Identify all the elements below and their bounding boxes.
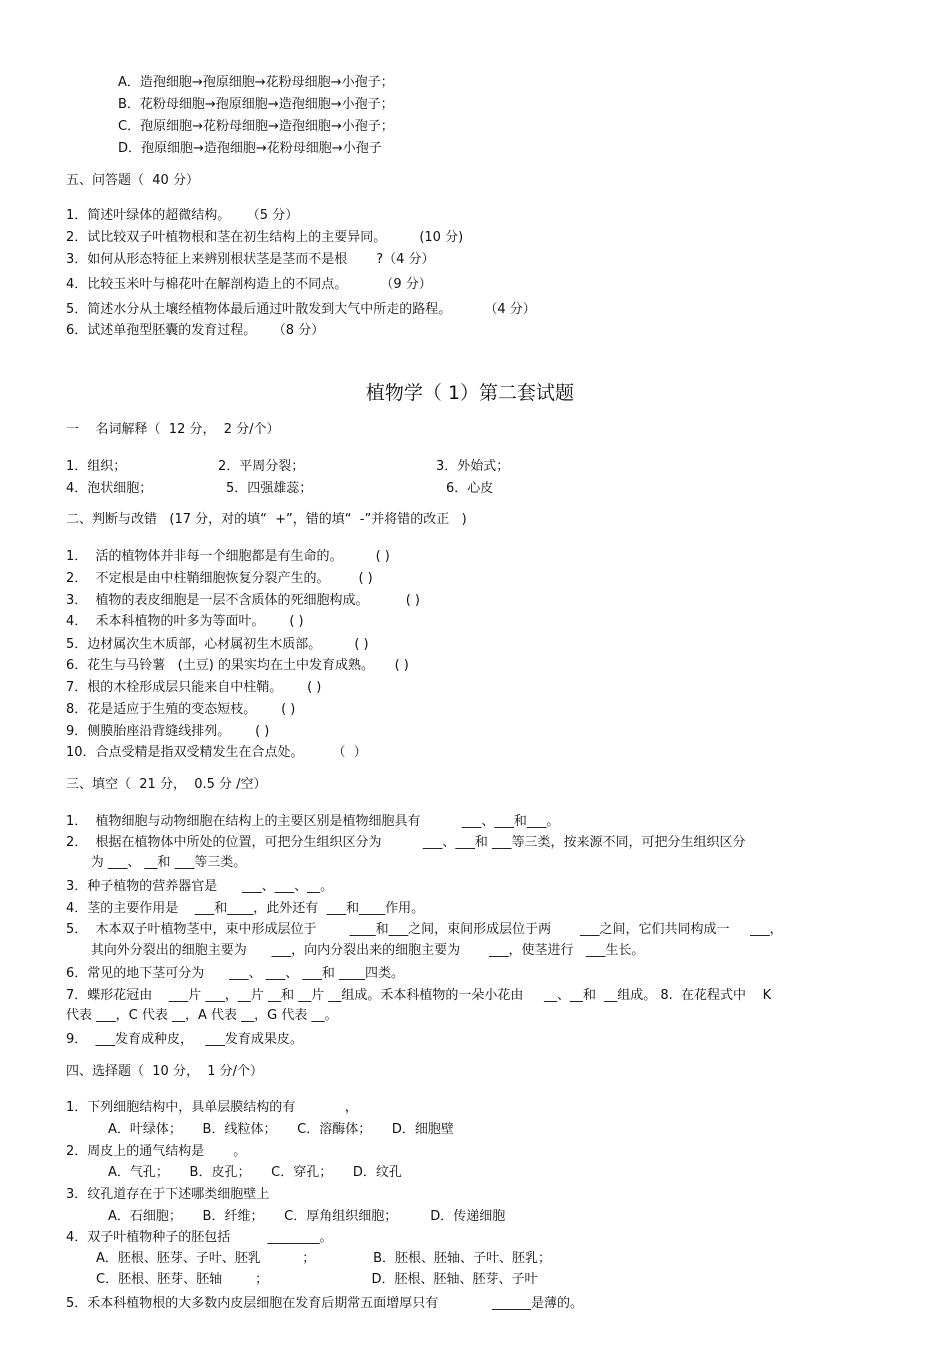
term-item: 2．平周分裂； [218,459,305,474]
option-a: A．造孢细胞→孢原细胞→花粉母细胞→小孢子； [118,75,394,90]
judgment-item: 2． 不定根是由中柱鞘细胞恢复分裂产生的。 ( ) [66,571,373,586]
term-item: 1．组织； [66,459,127,474]
choice-question: 4．双子叶植物种子的胚包括 ________。 [66,1230,333,1245]
fill-item: 4．茎的主要作用是 ___和____，此外还有 ___和____作用。 [66,901,425,916]
choice-question: 2．周皮上的通气结构是 。 [66,1144,247,1159]
fill-item: 9． ___发育成种皮， ___发育成果皮。 [66,1032,303,1047]
section-header-choice: 四、选择题（ 10 分， 1 分/个） [66,1064,263,1079]
judgment-item: 3． 植物的表皮细胞是一层不含质体的死细胞构成。 ( ) [66,593,421,608]
choice-options: C．胚根、胚芽、胚轴 ； D．胚根、胚轴、胚芽、子叶 [96,1272,538,1287]
qa-item: 4．比较玉米叶与棉花叶在解剖构造上的不同点。 （9 分） [66,277,432,292]
judgment-item: 5．边材属次生木质部，心材属初生木质部。 ( ) [66,637,369,652]
qa-item: 6．试述单孢型胚囊的发育过程。 （8 分） [66,323,325,338]
choice-options: A．叶绿体； B．线粒体； C．溶酶体； D．细胞壁 [108,1122,454,1137]
fill-item: 3．种子植物的营养器官是 ___、___、__。 [66,879,334,894]
term-item: 3．外始式； [436,459,510,474]
judgment-item: 6．花生与马铃薯 (土豆) 的果实均在土中发育成熟。 ( ) [66,658,409,673]
term-item: 4．泡状细胞； [66,481,153,496]
term-item: 6．心皮 [446,481,494,496]
option-d: D．孢原细胞→造孢细胞→花粉母细胞→小孢子 [118,141,382,156]
option-c: C．孢原细胞→花粉母细胞→造孢细胞→小孢子； [118,119,394,134]
option-b: B．花粉母细胞→孢原细胞→造孢细胞→小孢子； [118,97,394,112]
fill-item: 其向外分裂出的细胞主要为 ___，向内分裂出来的细胞主要为 ___，使茎进行 ___生长。 [66,943,645,958]
term-item: 5．四强雄蕊； [226,481,313,496]
fill-item: 为 ___、 __和 ___等三类。 [66,855,247,870]
choice-options: A．气孔； B．皮孔； C．穿孔； D．纹孔 [108,1165,402,1180]
fill-item: 代表 ___，C 代表 __，A 代表 __，G 代表 __。 [66,1008,338,1023]
choice-question: 3．纹孔道存在于下述哪类细胞壁上 [66,1187,270,1202]
judgment-item: 7．根的木栓形成层只能来自中柱鞘。 ( ) [66,680,322,695]
judgment-item: 8．花是适应于生殖的变态短枝。 ( ) [66,702,296,717]
fill-item: 6．常见的地下茎可分为 ___、 ___、 ___和 ____四类。 [66,966,404,981]
choice-options: A．胚根、胚芽、子叶、胚乳 ； B．胚根、胚轴、子叶、胚乳； [96,1251,551,1266]
fill-item: 1． 植物细胞与动物细胞在结构上的主要区别是植物细胞具有 ___、___和___。 [66,814,560,829]
fill-item: 7．蝶形花冠由 ___片 ___，__片 __和 __片 __组成。禾本科植物的一朵小花由 __、__和 __组成。 8. 在花程式中 K [66,988,772,1003]
choice-options: A．石细胞； B．纤维； C．厚角组织细胞； D．传递细胞 [108,1209,506,1224]
qa-item: 2．试比较双子叶植物根和茎在初生结构上的主要异同。 (10 分) [66,230,464,245]
fill-item: 2． 根据在植物体中所处的位置，可把分生组织区分为 ___、___和 ___等三类，按来源不同，可把分生组织区分 [66,835,746,850]
page-title: 植物学（ 1）第二套试题 [365,382,575,404]
judgment-item: 1． 活的植物体并非每一个细胞都是有生命的。 ( ) [66,549,390,564]
section-header-terms: 一 名词解释（ 12 分， 2 分/个） [66,422,280,437]
qa-item: 3．如何从形态特征上来辨别根状茎是茎而不是根 ?（4 分） [66,252,435,267]
section-header-qa: 五、问答题（ 40 分） [66,173,199,188]
section-header-fill: 三、填空（ 21 分， 0.5 分 /空） [66,777,267,792]
fill-item: 5． 木本双子叶植物茎中，束中形成层位于 ____和___之间，束间形成层位于两 ___之间，它们共同构成一 ___， [66,922,783,937]
judgment-item: 4． 禾本科植物的叶多为等面叶。 ( ) [66,614,304,629]
section-header-judgment: 二、判断与改错 (17 分，对的填“ +”，错的填“ -”并将错的改正 ) [66,512,467,527]
qa-item: 5．简述水分从土壤经植物体最后通过叶散发到大气中所走的路程。 （4 分） [66,302,536,317]
choice-question: 1．下列细胞结构中，具单层膜结构的有 ， [66,1100,358,1115]
qa-item: 1．简述叶绿体的超微结构。 （5 分） [66,208,299,223]
judgment-item: 9．侧膜胎座沿背缝线排列。 ( ) [66,724,270,739]
judgment-item: 10．合点受精是指双受精发生在合点处。 （ ） [66,745,367,760]
choice-question: 5．禾本科植物根的大多数内皮层细胞在发育后期常五面增厚只有 ______是薄的。 [66,1296,583,1311]
